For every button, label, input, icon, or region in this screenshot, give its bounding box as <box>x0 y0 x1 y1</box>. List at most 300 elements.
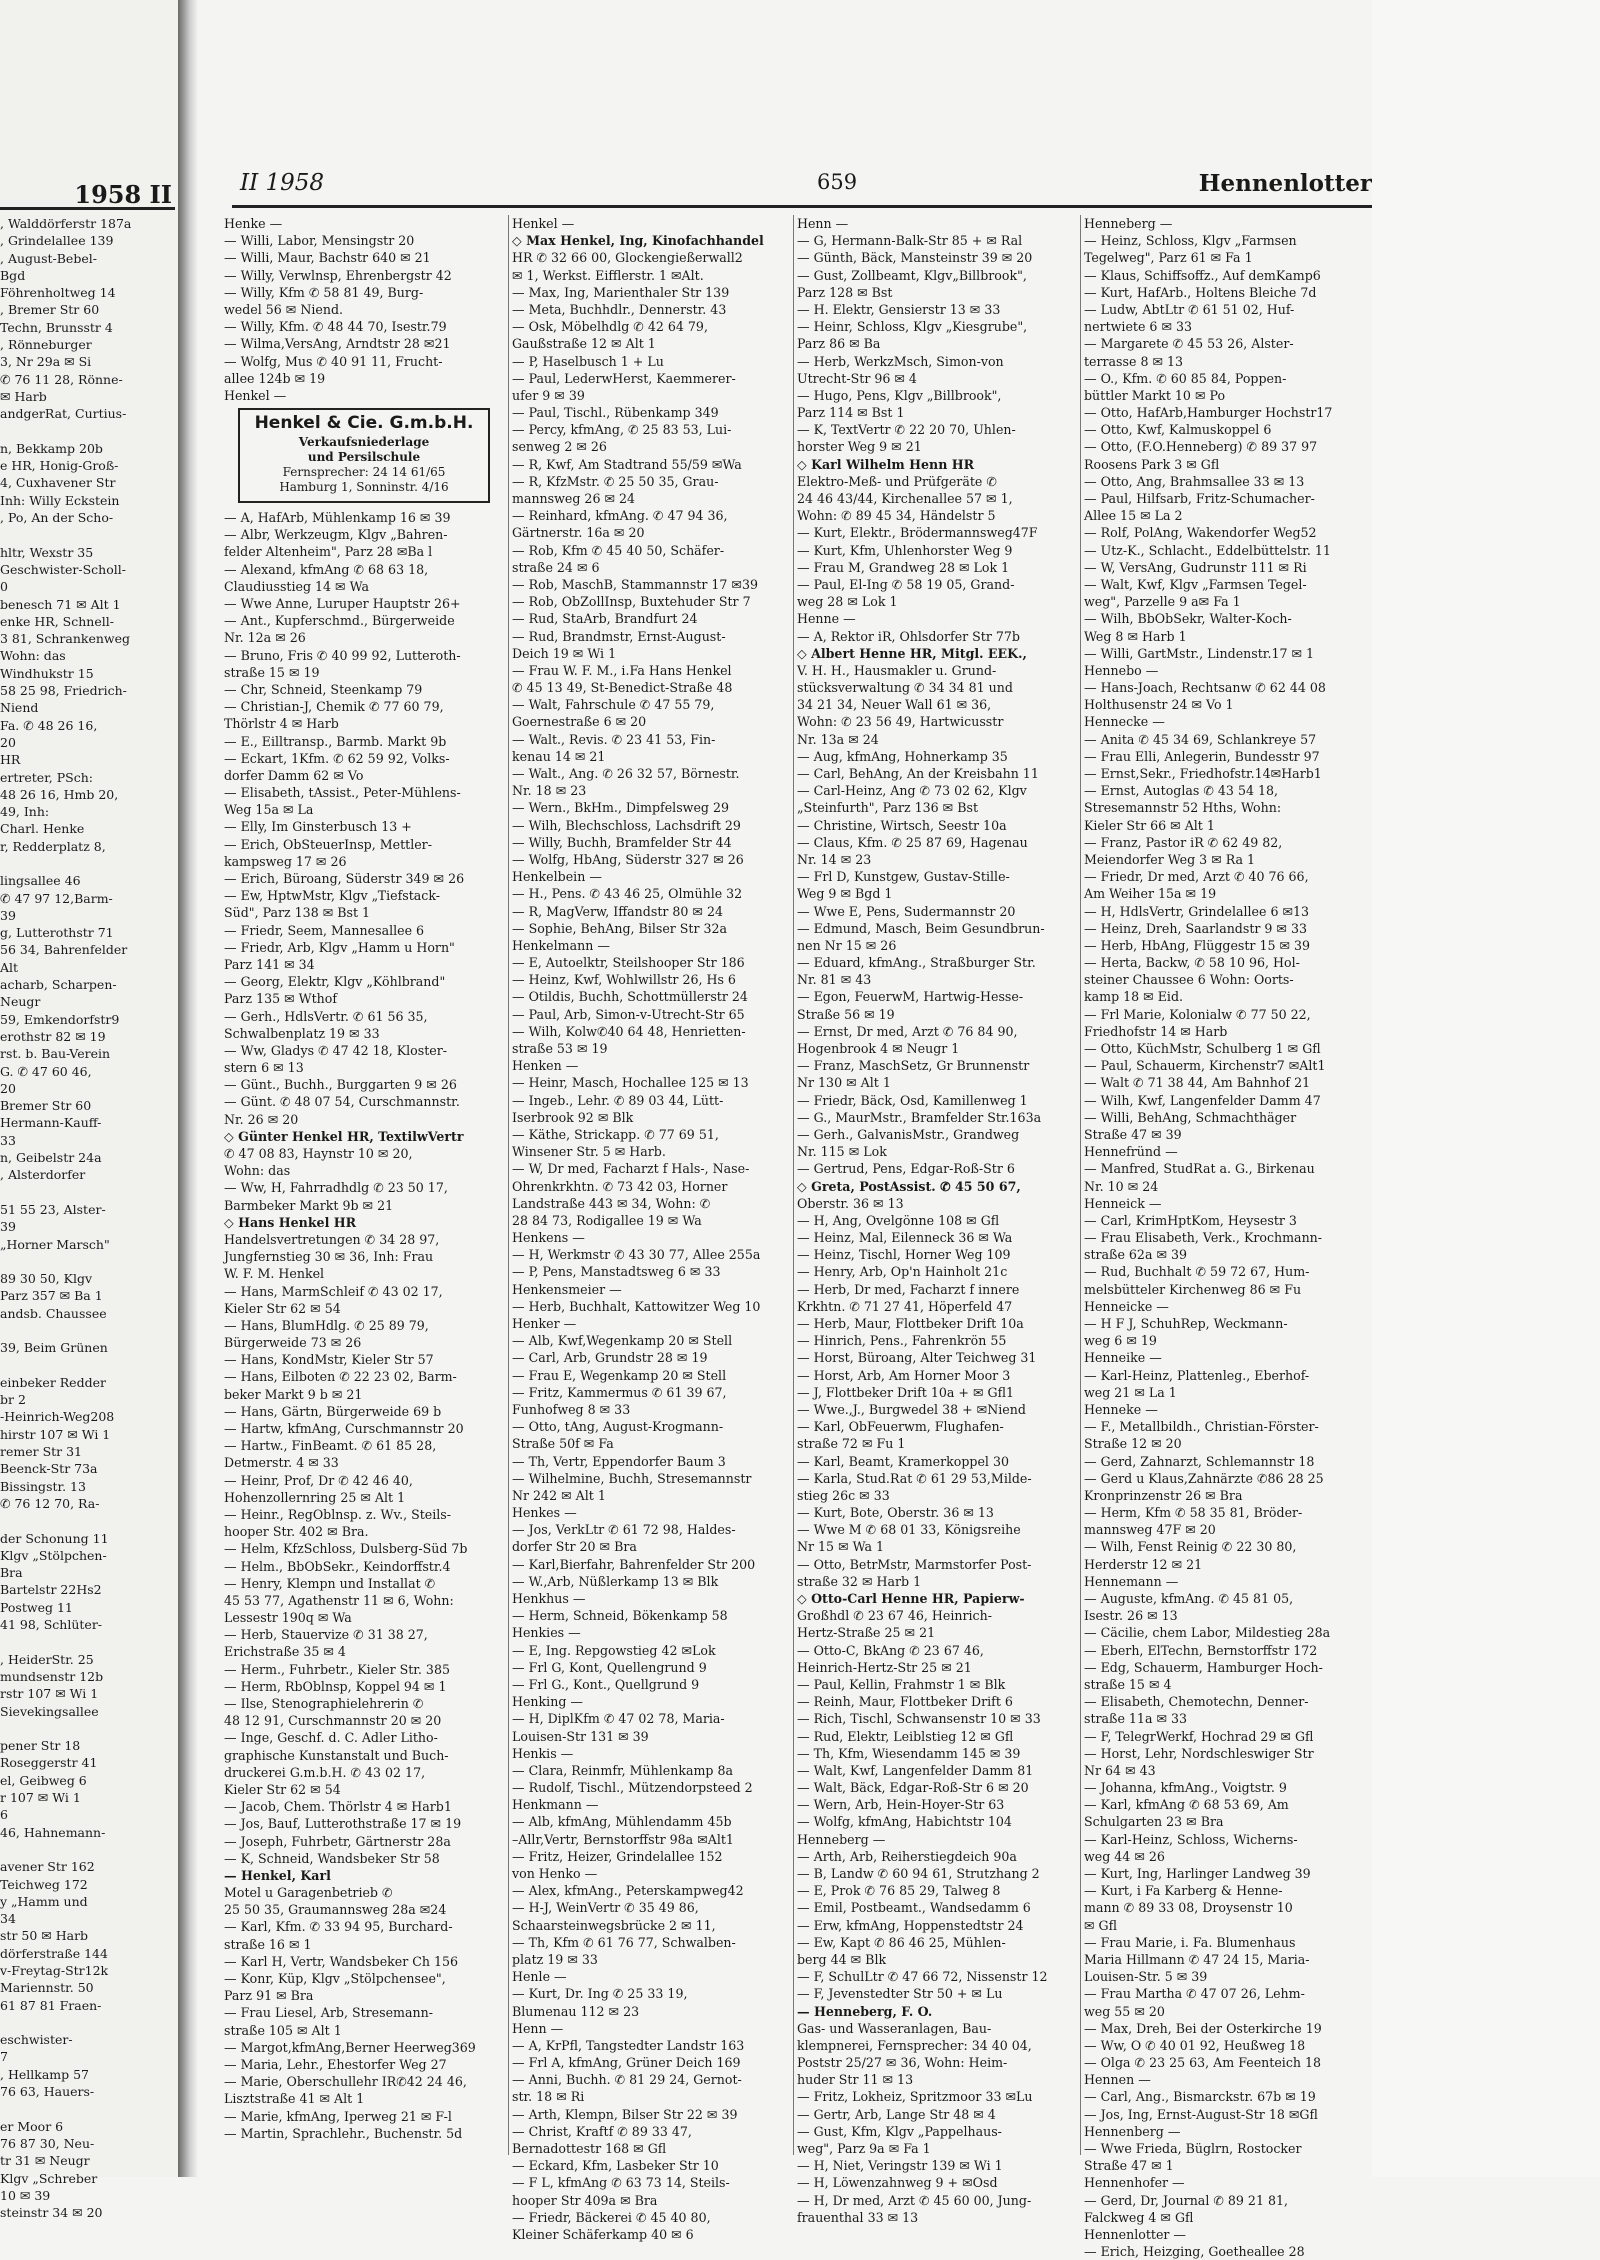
directory-line: — Alb, Kwf,Wegenkamp 20 ✉ Stell <box>512 1333 733 1349</box>
directory-line: Parz 86 ✉ Ba <box>797 336 881 352</box>
directory-line: 34 <box>0 1911 16 1927</box>
directory-line: Bgd <box>0 267 26 283</box>
directory-line: — Carl, Arb, Grundstr 28 ✉ 19 <box>512 1350 708 1366</box>
directory-line: „Horner Marsch" <box>0 1236 110 1252</box>
directory-line: Henneicke — <box>1084 1298 1169 1314</box>
directory-line: — Friedr, Bäckerei ✆ 45 40 80, <box>512 2209 711 2225</box>
header-year: II 1958 <box>240 170 325 196</box>
directory-line: — Friedr, Dr med, Arzt ✆ 40 76 66, <box>1084 869 1309 885</box>
directory-line: — Wwe E, Pens, Sudermannstr 20 <box>797 903 1016 919</box>
directory-line: ◇ Max Henkel, Ing, Kinofachhandel <box>512 233 764 249</box>
directory-line: — Auguste, kfmAng. ✆ 45 81 05, <box>1084 1591 1294 1606</box>
directory-line: Straße 47 ✉ 1 <box>1084 2158 1174 2174</box>
directory-line: von Henko — <box>512 1866 598 1881</box>
directory-line: — A, KrPfl, Tangstedter Landstr 163 <box>512 2037 745 2053</box>
directory-line: weg 28 ✉ Lok 1 <box>797 594 898 610</box>
directory-line: straße 15 ✉ 4 <box>1084 1676 1172 1692</box>
directory-line: V. H. H., Hausmakler u. Grund- <box>797 662 997 678</box>
directory-line: — F, Jevenstedter Str 50 + ✉ Lu <box>797 1986 1003 2002</box>
directory-line: — Carl-Heinz, Ang ✆ 73 02 62, Klgv <box>797 783 1027 799</box>
directory-line: Schaarsteinwegsbrücke 2 ✉ 11, <box>512 1917 716 1933</box>
directory-line: dorfer Damm 62 ✉ Vo <box>224 767 364 783</box>
directory-line: — Sophie, BehAng, Bilser Str 32a <box>512 920 728 936</box>
directory-line: — Gertr, Arb, Lange Str 48 ✉ 4 <box>797 2106 996 2122</box>
directory-line: — Friedr, Arb, Klgv „Hamm u Horn" <box>224 939 455 955</box>
book-gutter-shadow <box>178 0 198 2177</box>
directory-line: str 50 ✉ Harb <box>0 1928 89 1944</box>
directory-line: — Horst, Büroang, Alter Teichweg 31 <box>797 1350 1037 1366</box>
directory-line: — Erw, kfmAng, Hoppenstedtstr 24 <box>797 1917 1024 1933</box>
directory-line: Hertz-Straße 25 ✉ 21 <box>797 1625 936 1641</box>
directory-line: — Karl-Heinz, Schloss, Wicherns- <box>1084 1831 1298 1847</box>
directory-line: Parz 114 ✉ Bst 1 <box>797 405 905 421</box>
directory-line: — Hans, Eilboten ✆ 22 23 02, Barm- <box>224 1369 457 1385</box>
directory-line: 7 <box>0 2049 8 2065</box>
directory-line: Henkis — <box>512 1745 574 1761</box>
directory-line: Hennenberg — <box>1084 2123 1181 2139</box>
directory-line: — Jos, VerkLtr ✆ 61 72 98, Haldes- <box>512 1522 736 1538</box>
ad-title: Henkel & Cie. G.m.b.H. <box>254 413 474 434</box>
left-page-strip <box>0 0 178 2221</box>
ad-line-1: Verkaufsniederlage <box>298 435 430 450</box>
directory-line: — Karl, kfmAng ✆ 68 53 69, Am <box>1084 1797 1289 1813</box>
directory-line: — Gerd, Zahnarzt, Schlemannstr 18 <box>1084 1453 1315 1469</box>
directory-line: — Ww, Gladys ✆ 47 42 18, Kloster- <box>224 1042 447 1058</box>
directory-line: — Erich, ObSteuerInsp, Mettler- <box>224 836 432 852</box>
directory-line: — Eckart, 1Kfm. ✆ 62 59 92, Volks- <box>224 750 450 766</box>
directory-line: ◇ Günter Henkel HR, TextilwVertr <box>224 1128 464 1144</box>
directory-line <box>0 1253 176 1270</box>
directory-line: Teichweg 172 <box>0 1876 88 1892</box>
directory-line: Claudiusstieg 14 ✉ Wa <box>224 578 369 594</box>
directory-line: — Paul, Hilfsarb, Fritz-Schumacher- <box>1084 491 1315 506</box>
directory-line: weg 21 ✉ La 1 <box>1084 1384 1177 1400</box>
directory-line: Henkensmeier — <box>512 1281 622 1297</box>
directory-line: ◇ Greta, PostAssist. ✆ 45 50 67, <box>797 1178 1021 1194</box>
directory-line: — Ilse, Stenographielehrerin ✆ <box>224 1696 424 1711</box>
directory-line: 20 <box>0 734 16 750</box>
directory-line: — Hans-Joach, Rechtsanw ✆ 62 44 08 <box>1084 680 1326 696</box>
directory-line <box>0 1720 176 1737</box>
ad-line-4: Hamburg 1, Sonninstr. 4/16 <box>279 480 449 495</box>
directory-line: senweg 2 ✉ 26 <box>512 439 607 455</box>
directory-line: straße 62a ✉ 39 <box>1084 1247 1188 1263</box>
directory-line: Schulgarten 23 ✉ Bra <box>1084 1814 1224 1830</box>
directory-line: — Frl Marie, Kolonialw ✆ 77 50 22, <box>1084 1006 1311 1022</box>
directory-line: — Günth, Bäck, Mansteinstr 39 ✉ 20 <box>797 250 1033 266</box>
directory-line: melsbütteler Kirchenweg 86 ✉ Fu <box>1084 1281 1302 1297</box>
directory-line: Henkies — <box>512 1625 581 1641</box>
directory-line: — Gust, Zollbeamt, Klgv„Billbrook", <box>797 267 1027 283</box>
directory-line <box>0 2014 176 2031</box>
directory-line: Deich 19 ✉ Wi 1 <box>512 645 617 661</box>
directory-line: Falckweg 4 ✉ Gfl <box>1084 2209 1194 2225</box>
directory-line: , Rönneburger <box>0 337 92 353</box>
directory-line: klempnerei, Fernsprecher: 34 40 04, <box>797 2037 1032 2053</box>
directory-line: — E., Eilltransp., Barmb. Markt 9b <box>224 733 447 749</box>
directory-line: — Claus, Kfm. ✆ 25 87 69, Hagenau <box>797 834 1028 850</box>
directory-line: Nr. 26 ✉ 20 <box>224 1111 299 1127</box>
directory-line: Bartelstr 22Hs2 <box>0 1582 102 1598</box>
directory-line: — Walt ✆ 71 38 44, Am Bahnhof 21 <box>1084 1075 1311 1091</box>
directory-line: — Paul, El-Ing ✆ 58 19 05, Grand- <box>797 576 1015 592</box>
directory-line: Techn, Brunsstr 4 <box>0 319 113 335</box>
directory-line: Wohn: ✆ 23 56 49, Hartwicusstr <box>797 714 1004 730</box>
directory-line: Ohrenkrkhtn. ✆ 73 42 03, Horner <box>512 1178 728 1194</box>
directory-line: — Wwe.,J., Burgwedel 38 + ✉Niend <box>797 1401 1026 1417</box>
directory-line: — Ew, HptwMstr, Klgv „Tiefstack- <box>224 888 441 904</box>
directory-line: Jungfernstieg 30 ✉ 36, Inh: Frau <box>224 1249 434 1265</box>
directory-line: — Gertrud, Pens, Edgar-Roß-Str 6 <box>797 1161 1015 1177</box>
directory-line: — K, TextVertr ✆ 22 20 70, Uhlen- <box>797 422 1016 438</box>
directory-line: — Friedr, Seem, Mannesallee 6 <box>224 922 425 938</box>
directory-line: horster Weg 9 ✉ 21 <box>797 439 922 455</box>
directory-line: Louisen-Str 131 ✉ 39 <box>512 1728 649 1744</box>
directory-line: Friedhofstr 14 ✉ Harb <box>1084 1023 1228 1039</box>
directory-line: — Cäcilie, chem Labor, Mildestieg 28a <box>1084 1625 1331 1641</box>
directory-line: — Hans, KondMstr, Kieler Str 57 <box>224 1352 434 1368</box>
directory-line: Nr. 115 ✉ Lok <box>797 1144 887 1160</box>
directory-line: stücksverwaltung ✆ 34 34 81 und <box>797 680 1013 696</box>
directory-line: hltr, Wexstr 35 <box>0 544 94 560</box>
directory-line: — Manfred, StudRat a. G., Birkenau <box>1084 1161 1315 1177</box>
directory-line: 39, Beim Grünen <box>0 1340 108 1356</box>
directory-line: — Wolfg, kfmAng, Habichtstr 104 <box>797 1814 1012 1830</box>
directory-line: ufer 9 ✉ 39 <box>512 387 585 403</box>
directory-line: — Wilh, Kwf, Langenfelder Damm 47 <box>1084 1092 1321 1108</box>
directory-line: — Ernst, Autoglas ✆ 43 54 18, <box>1084 783 1279 799</box>
directory-line: weg 55 ✉ 20 <box>1084 2003 1165 2019</box>
directory-line: hooper Str. 402 ✉ Bra. <box>224 1524 369 1540</box>
directory-line: — H., Pens. ✆ 43 46 25, Olmühle 32 <box>512 886 743 902</box>
directory-line: — F, SchulLtr ✆ 47 66 72, Nissenstr 12 <box>797 1969 1048 1985</box>
directory-line: dorfer Str 20 ✉ Bra <box>512 1539 637 1555</box>
directory-line: graphische Kunstanstalt und Buch- <box>224 1747 449 1763</box>
directory-line: — H-J, WeinVertr ✆ 35 49 86, <box>512 1900 699 1916</box>
directory-line: ◇ Karl Wilhelm Henn HR <box>797 456 975 472</box>
directory-line: — Paul, LederwHerst, Kaemmerer- <box>512 370 736 386</box>
directory-line: Hermann-Kauff- <box>0 1115 102 1131</box>
directory-line: 48 12 91, Curschmannstr 20 ✉ 20 <box>224 1713 442 1729</box>
directory-line: Kieler Str 62 ✉ 54 <box>224 1781 341 1797</box>
directory-line: — Th, Kfm ✆ 61 76 77, Schwalben- <box>512 1934 736 1950</box>
directory-line: r, Redderplatz 8, <box>0 838 106 854</box>
directory-line: — Hans, BlumHdlg. ✆ 25 89 79, <box>224 1317 429 1333</box>
left-page-header: 1958 II <box>74 180 172 209</box>
directory-line: — Frl G., Kont., Quellgrund 9 <box>512 1676 700 1692</box>
directory-line: — Alexand, kfmAng ✆ 68 63 18, <box>224 561 429 577</box>
directory-line: — Ant., Kupferschmd., Bürgerweide <box>224 613 455 629</box>
directory-line: — Klaus, Schiffsoffz., Auf demKamp6 <box>1084 267 1321 283</box>
column-1-top-entries <box>224 215 499 404</box>
directory-line: — Rud, StaArb, Brandfurt 24 <box>512 611 698 627</box>
directory-line: huder Str 11 ✉ 13 <box>797 2072 914 2088</box>
directory-line: — Wilma,VersAng, Arndtstr 28 ✉21 <box>224 336 451 352</box>
directory-line: — Alb, kfmAng, Mühlendamm 45b <box>512 1814 732 1830</box>
directory-line: , August-Bebel- <box>0 250 97 266</box>
directory-line: — Gerd u Klaus,Zahnärzte ✆86 28 25 <box>1084 1470 1324 1486</box>
directory-line: dörferstraße 144 <box>0 1945 108 1961</box>
directory-line: — Herm, Schneid, Bökenkamp 58 <box>512 1608 728 1624</box>
directory-line: Henneick — <box>1084 1195 1162 1211</box>
directory-line: — Heinz, Kwf, Wohlwillstr 26, Hs 6 <box>512 972 736 988</box>
directory-line: Bissingstr. 13 <box>0 1478 86 1494</box>
directory-line <box>0 1357 176 1374</box>
directory-line: Henneberg — <box>797 1831 886 1847</box>
directory-line: — Frau Marie, i. Fa. Blumenhaus <box>1084 1934 1296 1950</box>
henkel-advertisement <box>238 408 490 503</box>
directory-line: — Kurt, HafArb., Holtens Bleiche 7d <box>1084 284 1317 300</box>
directory-line: — Herb, HbAng, Flüggestr 15 ✉ 39 <box>1084 937 1311 953</box>
directory-line: — Ernst,Sekr., Friedhofstr.14✉Harb1 <box>1084 766 1322 781</box>
directory-line: straße 32 ✉ Harb 1 <box>797 1573 922 1589</box>
directory-line: Kieler Str 62 ✉ 54 <box>224 1300 341 1316</box>
directory-line: Henking — <box>512 1694 583 1710</box>
directory-line: Krkhtn. ✆ 71 27 41, Höperfeld 47 <box>797 1298 1013 1314</box>
directory-line: — Henry, Arb, Op'n Hainholt 21c <box>797 1264 1008 1280</box>
directory-line: — Wolfg, HbAng, Süderstr 327 ✉ 26 <box>512 851 744 867</box>
directory-line: weg", Parz 9a ✉ Fa 1 <box>797 2141 931 2156</box>
directory-line: Hogenbrook 4 ✉ Neugr 1 <box>797 1041 960 1056</box>
directory-line: Handelsvertretungen ✆ 34 28 97, <box>224 1231 440 1247</box>
directory-line: — Alex, kfmAng., Peterskampweg42 <box>512 1883 744 1899</box>
directory-line: — Max, Dreh, Bei der Osterkirche 19 <box>1084 2020 1322 2036</box>
directory-line: — P, Haselbusch 1 + Lu <box>512 353 664 369</box>
directory-line: Mariennstr. 50 <box>0 1980 94 1996</box>
directory-line: er Moor 6 <box>0 2118 64 2134</box>
right-margin <box>1372 0 1600 2177</box>
directory-line: Wohn: das <box>0 648 66 664</box>
directory-line: 39 <box>0 907 16 923</box>
directory-line: — Wilhelmine, Buchh, Stresemannstr <box>512 1470 752 1486</box>
directory-line: — H, DiplKfm ✆ 47 02 78, Maria- <box>512 1711 725 1727</box>
directory-line: Maria Hillmann ✆ 47 24 15, Maria- <box>1084 1951 1310 1967</box>
directory-line: Beenck-Str 73a <box>0 1461 98 1477</box>
header-rule <box>232 205 1372 208</box>
directory-line: br 2 <box>0 1392 26 1408</box>
directory-line: Henkens — <box>512 1230 585 1246</box>
directory-line: Allee 15 ✉ La 2 <box>1084 508 1183 524</box>
directory-line: weg 44 ✉ 26 <box>1084 1848 1165 1864</box>
directory-line: — Carl, BehAng, An der Kreisbahn 11 <box>797 766 1039 781</box>
directory-line: — H. Elektr, Gensierstr 13 ✉ 33 <box>797 301 1001 317</box>
directory-line: Barmbeker Markt 9b ✉ 21 <box>224 1197 394 1213</box>
directory-line: Postweg 11 <box>0 1599 73 1615</box>
directory-line: — Heinz, Dreh, Saarlandstr 9 ✉ 33 <box>1084 920 1308 936</box>
directory-line: — Martin, Sprachlehr., Buchenstr. 5d <box>224 2125 463 2141</box>
directory-line: — Herb, Dr med, Facharzt f innere <box>797 1281 1020 1297</box>
directory-line: — Willy, Verwlnsp, Ehrenbergstr 42 <box>224 267 452 283</box>
directory-line: — Wern., BkHm., Dimpfelsweg 29 <box>512 800 729 816</box>
directory-line: — Margarete ✆ 45 53 26, Alster- <box>1084 336 1294 352</box>
directory-line: — Willi, GartMstr., Lindenstr.17 ✉ 1 <box>1084 645 1315 661</box>
directory-line: Elektro-Meß- und Prüfgeräte ✆ <box>797 473 997 489</box>
directory-line <box>0 1841 176 1858</box>
directory-line: — Christine, Wirtsch, Seestr 10a <box>797 817 1007 833</box>
directory-line: ✆ 76 11 28, Rönne- <box>0 371 123 387</box>
directory-line: , Po, An der Scho- <box>0 510 114 526</box>
column-1-entries <box>224 509 499 2142</box>
directory-line: — Heinz, Mal, Eilenneck 36 ✉ Wa <box>797 1230 1013 1246</box>
directory-line: enke HR, Schnell- <box>0 613 114 629</box>
directory-line: Parz 91 ✉ Bra <box>224 1988 314 2004</box>
directory-line: — Elisabeth, tAssist., Peter-Mühlens- <box>224 785 461 801</box>
directory-line: Nr. 14 ✉ 23 <box>797 851 872 867</box>
directory-line: — Paul, Schauerm, Kirchenstr7 ✉Alt1 <box>1084 1058 1326 1074</box>
directory-line: — Christ, Kraftf ✆ 89 33 47, <box>512 2123 692 2139</box>
directory-line: — H, Ang, Ovelgönne 108 ✉ Gfl <box>797 1212 1000 1228</box>
directory-line: — Walt, Kwf, Langenfelder Damm 81 <box>797 1762 1034 1778</box>
directory-line: 56 34, Bahrenfelder <box>0 942 128 958</box>
header-page-number: 659 <box>817 170 858 194</box>
directory-line: — Rolf, PolAng, Wakendorfer Weg52 <box>1084 525 1317 541</box>
directory-line: mann ✆ 89 33 08, Droysenstr 10 <box>1084 1900 1293 1916</box>
directory-line: acharb, Scharpen- <box>0 977 117 993</box>
directory-line: benesch 71 ✉ Alt 1 <box>0 596 121 612</box>
directory-line: Neugr <box>0 994 41 1010</box>
directory-line <box>0 855 176 872</box>
directory-line: Funhofweg 8 ✉ 33 <box>512 1401 631 1417</box>
directory-line: — Wolfg, Mus ✆ 40 91 11, Frucht- <box>224 353 443 369</box>
directory-line: ✆ 45 13 49, St-Benedict-Straße 48 <box>512 680 733 696</box>
directory-line: Lisztstraße 41 ✉ Alt 1 <box>224 2091 365 2107</box>
directory-line: Charl. Henke <box>0 821 85 837</box>
directory-line: hooper Str 409a ✉ Bra <box>512 2192 658 2208</box>
directory-line: — Ew, Kapt ✆ 86 46 25, Mühlen- <box>797 1934 1006 1950</box>
directory-line: — Elly, Im Ginsterbusch 13 + <box>224 819 412 835</box>
directory-line: — Herm., Fuhrbetr., Kieler Str. 385 <box>224 1661 450 1677</box>
column-separator <box>1080 215 1081 2155</box>
directory-line: 76 63, Hauers- <box>0 2084 95 2100</box>
directory-line: — Arth, Klempn, Bilser Str 22 ✉ 39 <box>512 2106 738 2122</box>
directory-line: — F, TelegrWerkf, Hochrad 29 ✉ Gfl <box>1084 1728 1314 1744</box>
directory-line: 3 81, Schrankenweg <box>0 631 130 647</box>
directory-line: Nr. 10 ✉ 24 <box>1084 1178 1159 1194</box>
directory-line: Föhrenholtweg 14 <box>0 285 116 301</box>
column-separator <box>508 215 509 2155</box>
directory-line: — G., MaurMstr., Bramfelder Str.163a <box>797 1109 1042 1125</box>
directory-line: — Olga ✆ 23 25 63, Am Feenteich 18 <box>1084 2055 1322 2071</box>
directory-line: — Horst, Lehr, Nordschleswiger Str <box>1084 1745 1314 1761</box>
directory-line: beker Markt 9 b ✉ 21 <box>224 1386 363 1402</box>
directory-line: — R, MagVerw, Iffandstr 80 ✉ 24 <box>512 903 724 919</box>
directory-line: -Heinrich-Weg208 <box>0 1409 115 1425</box>
directory-line: — Willi, BehAng, Schmachthäger <box>1084 1109 1297 1125</box>
directory-line: — Th, Vertr, Eppendorfer Baum 3 <box>512 1453 726 1469</box>
directory-line: n, Geibelstr 24a <box>0 1150 102 1166</box>
directory-line: — Wwe M ✆ 68 01 33, Königsreihe <box>797 1522 1021 1538</box>
directory-line: — Hartw, kfmAng, Curschmannstr 20 <box>224 1421 464 1436</box>
directory-line: — Herb, Stauervize ✆ 31 38 27, <box>224 1627 428 1643</box>
directory-line: Henn — <box>797 216 849 231</box>
directory-line: — Henry, Klempn und Installat ✆ <box>224 1575 436 1591</box>
directory-line: — Eduard, kfmAng., Straßburger Str. <box>797 955 1036 971</box>
directory-line: — Konr, Küp, Klgv „Stölpchensee", <box>224 1971 446 1986</box>
directory-line: 33 <box>0 1132 16 1148</box>
directory-line: frauenthal 33 ✉ 13 <box>797 2209 919 2225</box>
directory-line: — F L, kfmAng ✆ 63 73 14, Steils- <box>512 2175 730 2191</box>
directory-line: — Meta, Buchhdlr., Dennerstr. 43 <box>512 301 727 317</box>
directory-line: — Frau M, Grandweg 28 ✉ Lok 1 <box>797 559 1010 575</box>
directory-line: — Willi, Labor, Mensingstr 20 <box>224 233 415 249</box>
directory-line: straße 72 ✉ Fu 1 <box>797 1436 906 1452</box>
directory-line: — Frau Elli, Anlegerin, Bundesstr 97 <box>1084 748 1320 764</box>
directory-line: — Frl G, Kont, Quellengrund 9 <box>512 1659 707 1675</box>
directory-line: — Herm, RbOblnsp, Koppel 94 ✉ 1 <box>224 1678 447 1694</box>
directory-line: Henn — <box>512 2020 564 2036</box>
directory-line: — Maria, Lehr., Ehestorfer Weg 27 <box>224 2056 447 2072</box>
directory-line: 34 21 34, Neuer Wall 61 ✉ 36, <box>797 697 992 713</box>
directory-line: Klgv „Schreber <box>0 2170 98 2186</box>
directory-line: — Frau Liesel, Arb, Stresemann- <box>224 2005 433 2021</box>
directory-line: — Kurt, Kfm, Uhlenhorster Weg 9 <box>797 542 1013 558</box>
directory-line: Kieler Str 66 ✉ Alt 1 <box>1084 817 1215 833</box>
directory-line: 46, Hahnemann- <box>0 1824 106 1840</box>
directory-line: terrasse 8 ✉ 13 <box>1084 353 1184 369</box>
directory-line: Stresemannstr 52 Hths, Wohn: <box>1084 800 1282 816</box>
directory-line: Lessestr 190q ✉ Wa <box>224 1610 352 1626</box>
directory-line: — Anita ✆ 45 34 69, Schlankreye 57 <box>1084 731 1317 747</box>
directory-line: HR <box>0 752 21 768</box>
directory-line: , Walddörferstr 187a <box>0 216 132 231</box>
directory-line: g, Lutterothstr 71 <box>0 925 114 941</box>
directory-line: — Walt., Revis. ✆ 23 41 53, Fin- <box>512 731 716 747</box>
directory-line: steiner Chaussee 6 Wohn: Oorts- <box>1084 972 1294 988</box>
directory-line: — H, Löwenzahnweg 9 + ✉Osd <box>797 2175 998 2191</box>
directory-line: Henle — <box>512 1969 567 1985</box>
directory-line: — Osk, Möbelhdlg ✆ 42 64 79, <box>512 319 708 335</box>
directory-line: Utrecht-Str 96 ✉ 4 <box>797 370 917 386</box>
directory-line: — R, KfzMstr. ✆ 25 50 35, Grau- <box>512 473 719 489</box>
directory-line: Detmerstr. 4 ✉ 33 <box>224 1455 339 1471</box>
directory-line: nen Nr 15 ✉ 26 <box>797 937 897 953</box>
directory-line: Louisen-Str. 5 ✉ 39 <box>1084 1969 1208 1985</box>
directory-line: — B, Landw ✆ 60 94 61, Strutzhang 2 <box>797 1866 1040 1881</box>
directory-line: — Heinr, Prof, Dr ✆ 42 46 40, <box>224 1472 413 1488</box>
directory-line: Nr 242 ✉ Alt 1 <box>512 1487 606 1503</box>
left-page-rule <box>0 207 175 210</box>
directory-line: Straße 56 ✉ 19 <box>797 1006 895 1022</box>
directory-line: ertreter, PSch: <box>0 769 93 785</box>
directory-line: Blumenau 112 ✉ 23 <box>512 2003 640 2019</box>
directory-line: — Joseph, Fuhrbetr, Gärtnerstr 28a <box>224 1833 451 1849</box>
directory-line: Alt <box>0 959 19 975</box>
directory-line: — Heinr., RegOblnsp. z. Wv., Steils- <box>224 1506 451 1522</box>
directory-line: nertwiete 6 ✉ 33 <box>1084 319 1193 335</box>
directory-line: — Ww, H, Fahrradhdlg ✆ 23 50 17, <box>224 1180 448 1196</box>
directory-line: — Frau W. F. M., i.Fa Hans Henkel <box>512 662 732 678</box>
directory-line: — Ernst, Dr med, Arzt ✆ 76 84 90, <box>797 1023 1018 1039</box>
directory-line: — Paul, Kellin, Frahmstr 1 ✉ Blk <box>797 1676 1006 1692</box>
directory-line: str. 18 ✉ Ri <box>512 2089 585 2105</box>
directory-line: — Karl-Heinz, Plattenleg., Eberhof- <box>1084 1367 1310 1383</box>
directory-line: — Herb, Maur, Flottbeker Drift 10a <box>797 1316 1024 1331</box>
directory-line: — Rich, Tischl, Schwansenstr 10 ✉ 33 <box>797 1711 1041 1727</box>
directory-line: — Walt, Fahrschule ✆ 47 55 79, <box>512 697 715 713</box>
directory-line: — Rob, Kfm ✆ 45 40 50, Schäfer- <box>512 542 725 558</box>
column-4 <box>1084 215 1359 2260</box>
directory-line: Inh: Willy Eckstein <box>0 492 120 508</box>
directory-line: — Herb, WerkzMsch, Simon-von <box>797 353 1004 369</box>
directory-line: straße 53 ✉ 19 <box>512 1041 608 1056</box>
directory-line: — Gerh., GalvanisMstr., Grandweg <box>797 1126 1020 1142</box>
directory-line: — Margot,kfmAng,Berner Heerweg369 <box>224 2039 476 2055</box>
directory-line: — O., Kfm. ✆ 60 85 84, Poppen- <box>1084 370 1287 386</box>
directory-line: — Heinz, Schloss, Klgv „Farmsen <box>1084 233 1297 249</box>
directory-line: — Rud, Brandmstr, Ernst-August- <box>512 628 726 644</box>
directory-line: — Erich, Büroang, Süderstr 349 ✉ 26 <box>224 871 465 886</box>
directory-line: — Herta, Backw, ✆ 58 10 96, Hol- <box>1084 955 1300 971</box>
